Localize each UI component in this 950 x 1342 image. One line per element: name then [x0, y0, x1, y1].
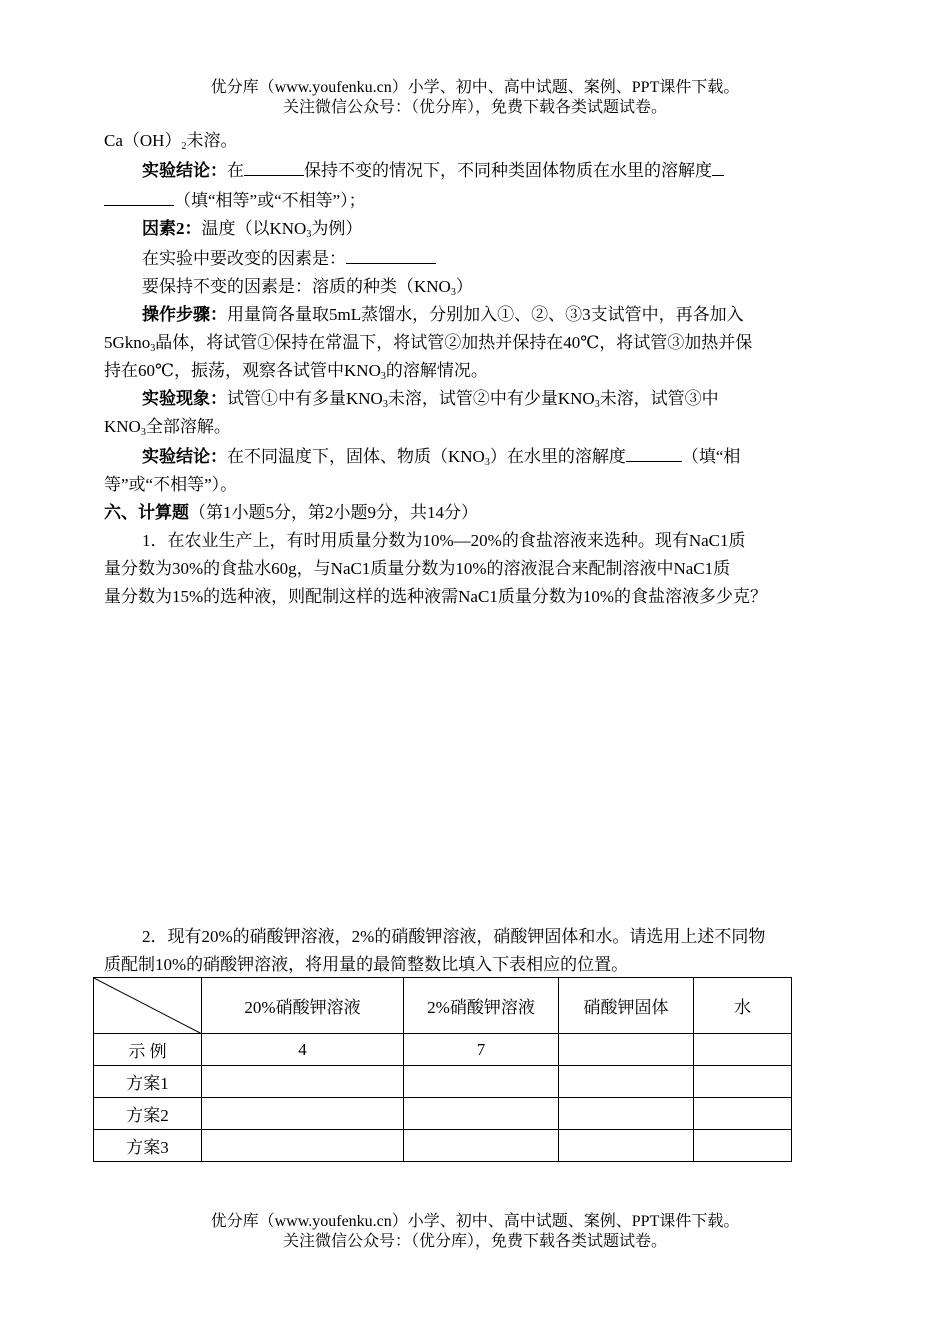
table-cell[interactable]	[404, 1130, 559, 1162]
table-cell[interactable]	[694, 1098, 792, 1130]
row-label: 示 例	[94, 1034, 202, 1066]
phenomenon-line2: $KNO_3$全部溶解。	[104, 417, 231, 438]
table-cell[interactable]	[559, 1130, 694, 1162]
table-cell[interactable]: 7	[404, 1034, 559, 1066]
table-cell[interactable]: 4	[202, 1034, 404, 1066]
row-label: 方案1	[94, 1066, 202, 1098]
table-row-example	[94, 1034, 792, 1066]
document-body	[104, 127, 864, 979]
table-cell[interactable]	[202, 1098, 404, 1130]
conclusion1-line2: （填“相等”或“不相等”）；	[104, 185, 864, 215]
answer-space[interactable]	[104, 611, 864, 923]
fill-blank[interactable]	[712, 155, 724, 176]
fill-blank[interactable]	[104, 185, 174, 206]
page-footer	[0, 1212, 950, 1252]
q1-line1: 1．在农业生产上，有时用质量分数为10%—20%的食盐溶液来选种。现有NaC1质	[142, 531, 746, 550]
header-2-percent: 2%硝酸钾溶液	[404, 978, 559, 1034]
steps-line2: 5Gkno$_3$晶体，将试管①保持在常温下，将试管②加热并保持在40℃，将试管③加热并保	[104, 333, 753, 354]
table-cell[interactable]	[202, 1066, 404, 1098]
table-row-plan-2	[94, 1098, 792, 1130]
factor2-change: 在实验中要改变的因素是：	[104, 243, 864, 273]
table-cell[interactable]	[559, 1098, 694, 1130]
row-label: 方案3	[94, 1130, 202, 1162]
factor2-keep: 要保持不变的因素是：溶质的种类$(KNO_3)$	[142, 277, 473, 298]
answer-table	[93, 977, 792, 1162]
row-label: 方案2	[94, 1098, 202, 1130]
table-cell[interactable]	[404, 1066, 559, 1098]
table-header-row	[94, 978, 792, 1034]
footer-line-2: 关注微信公众号：（优分库），免费下载各类试题试卷。	[282, 1233, 667, 1250]
diagonal-line	[94, 978, 202, 1034]
table-cell[interactable]	[404, 1098, 559, 1130]
q1-line2: 量分数为30%的食盐水60g，与NaC1质量分数为10%的溶液混合来配制溶液中NaC1质	[104, 559, 731, 578]
q2-line2: 质配制10%的硝酸钾溶液，将用量的最简整数比填入下表相应的位置。	[104, 955, 629, 974]
page-header	[0, 78, 950, 118]
factor1-tail: $Ca(OH)_2$未溶。	[104, 131, 238, 152]
table-cell[interactable]	[559, 1066, 694, 1098]
fill-blank[interactable]	[244, 155, 304, 176]
header-line-1: 优分库（www.youfenku.cn）小学、初中、高中试题、案例、PPT课件下载。	[210, 79, 740, 96]
conclusion1: 实验结论：在 保持不变的情况下，不同种类固体物质在水里的溶解度	[104, 155, 864, 185]
table-cell[interactable]	[559, 1034, 694, 1066]
table-cell[interactable]	[694, 1130, 792, 1162]
diagonal-corner-cell	[94, 978, 202, 1034]
table-cell[interactable]	[694, 1034, 792, 1066]
table-cell[interactable]	[694, 1066, 792, 1098]
table-row-plan-3	[94, 1130, 792, 1162]
conclusion2-line2: 等”或“不相等”）。	[104, 475, 238, 494]
header-solid: 硝酸钾固体	[559, 978, 694, 1034]
footer-line-1: 优分库（www.youfenku.cn）小学、初中、高中试题、案例、PPT课件下载。	[210, 1213, 740, 1230]
fill-blank[interactable]	[626, 441, 682, 462]
table-row-plan-1	[94, 1066, 792, 1098]
table-cell[interactable]	[202, 1130, 404, 1162]
factor2-title: 因素2：温度（以$KNO_3$为例）	[142, 219, 363, 240]
steps-line3: 持在60℃，振荡，观察各试管中$KNO_3$的溶解情况。	[104, 361, 488, 382]
fill-blank[interactable]	[346, 243, 436, 264]
section-6-heading: 六、计算题（第1小题5分，第2小题9分，共14分）	[104, 503, 478, 522]
steps-line1: 操作步骤：用量筒各量取5mL蒸馏水，分别加入①、②、③3支试管中，再各加入	[142, 305, 744, 324]
q2-line1: 2．现有20%的硝酸钾溶液，2%的硝酸钾溶液，硝酸钾固体和水。请选用上述不同物	[142, 927, 766, 946]
phenomenon-line1: 实验现象：试管①中有多量$KNO_3$未溶，试管②中有少量$KNO_3$未溶，试管③中	[142, 389, 719, 410]
q1-line3: 量分数为15%的选种液，则配制这样的选种液需NaC1质量分数为10%的食盐溶液多少克？	[104, 587, 767, 606]
header-20-percent: 20%硝酸钾溶液	[202, 978, 404, 1034]
header-water: 水	[694, 978, 792, 1034]
header-line-2: 关注微信公众号：（优分库），免费下载各类试题试卷。	[282, 99, 667, 116]
conclusion2-line1: 实验结论：在不同温度下，固体、物质$(KNO_3)$在水里的溶解度 （填“相	[104, 441, 864, 471]
